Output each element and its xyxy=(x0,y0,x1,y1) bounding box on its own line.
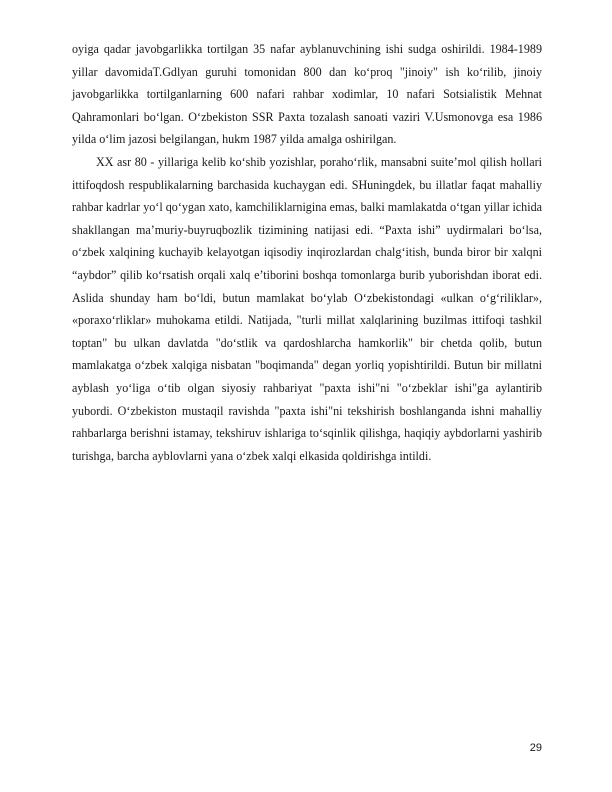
body-text xyxy=(72,38,542,467)
paragraph-continuation: oyiga qadar javobgarlikka tortilgan 35 nafar ayblanuvchining ishi sudga oshirildi. 1984-1989 yillar davomidaT.Gdlyan guruhi tomonidan 800 dan ko‘proq "jinoiy" ish ko‘rilib, jinoiy javobgarlikka tortilganlarning 600 nafari rahbar xodimlar, 10 nafari Sotsialistik Mehnat Qahramonlari bo‘lgan. O‘zbekiston SSR Paxta tozalash sanoati vaziri V.Usmonovga esa 1986 yilda o‘lim jazosi belgilangan, hukm 1987 yilda amalga oshirilgan. xyxy=(72,42,542,147)
page-number: 29 xyxy=(529,742,542,754)
paragraph-xx-century: XX asr 80 - yillariga kelib ko‘shib yozishlar, poraho‘rlik, mansabni suite’mol qilish hollari ittifoqdosh respublikalarning barchasida kuchaygan edi. SHuningdek, bu illatlar faqat mahalliy rahbar kadrlar yo‘l qo‘ygan xato, kamchiliklarnigina emas, balki mamlakatda o‘tgan yillar ichida shakllangan ma’muriy-buyruqbozlik tizimining natijasi edi. “Paxta ishi” uydirmalari bo‘lsa, o‘zbek xalqining kuchayib kelayotgan iqisodiy inqirozlardan chalg‘itish, bunda biror bir xalqni “aybdor” qilib ko‘rsatish orqali xalq e’tiborini boshqa tomonlarga burib yuborishdan iborat edi. Aslida shunday ham bo‘ldi, butun mamlakat bo‘ylab O‘zbekistondagi «ulkan o‘g‘riliklar», «poraxo‘rliklar» muhokama etildi. Natijada, "turli millat xalqlarining buzilmas ittifoqi tashkil toptan" bu ulkan davlatda "do‘stlik va qardoshlarcha hamkorlik" bir chetda qolib, butun mamlakatga o‘zbek xalqiga nisbatan "boqimanda" degan yorliq yopishtirildi. Butun bir millatni ayblash yo‘liga o‘tib olgan siyosiy rahbariyat "paxta ishi"ni "o‘zbeklar ishi"ga aylantirib yubordi. O‘zbekiston mustaqil ravishda "paxta ishi"ni tekshirish boshlanganda ishni mahalliy rahbarlarga berishni istamay, tekshiruv ishlariga to‘sqinlik qilishga, haqiqiy aybdorlarni yashirib turishga, barcha ayblovlarni yana o‘zbek xalqi elkasida qoldirishga intildi. xyxy=(72,154,542,463)
